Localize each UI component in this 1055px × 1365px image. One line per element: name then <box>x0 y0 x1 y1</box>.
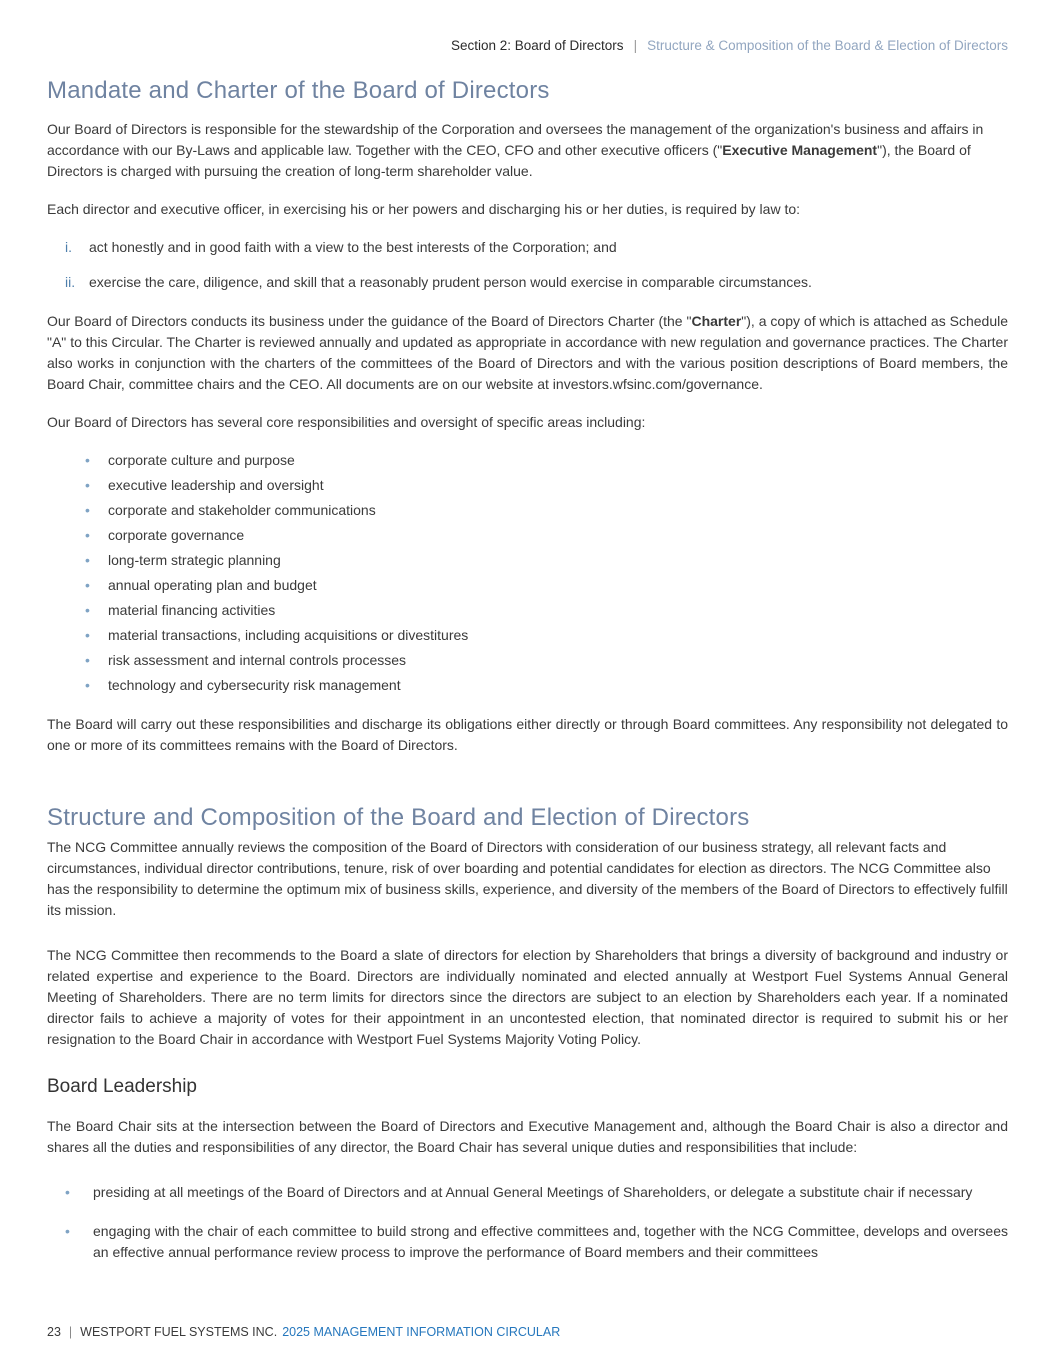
page-number: 23 <box>47 1325 61 1339</box>
board-chair-duties-list <box>65 1182 1008 1263</box>
list-item-text: annual operating plan and budget <box>108 577 317 593</box>
header-section-label: Section 2: Board of Directors <box>450 38 624 53</box>
list-item <box>85 500 1008 521</box>
bullet-icon: • <box>85 527 90 543</box>
bullet-icon: • <box>85 652 90 668</box>
list-item <box>85 625 1008 646</box>
bullet-icon: • <box>85 502 90 518</box>
list-numeral: i. <box>65 239 72 255</box>
list-item-text: technology and cybersecurity risk management <box>108 677 401 693</box>
mandate-paragraph-1 <box>47 119 1008 182</box>
list-item-text: act honestly and in good faith with a view to the best interests of the Corporation; and <box>89 239 617 255</box>
list-item <box>65 1221 1008 1263</box>
mandate-paragraph-3 <box>47 311 1008 395</box>
bullet-icon: • <box>85 577 90 593</box>
bullet-icon: • <box>85 552 90 568</box>
structure-section-title: Structure and Composition of the Board and Election of Directors <box>47 804 750 831</box>
list-item-text: material financing activities <box>108 602 276 618</box>
mandate-paragraph-2: Each director and executive officer, in exercising his or her powers and discharging his or her duties, is required by law to: <box>47 201 801 217</box>
footer-company-name: WESTPORT FUEL SYSTEMS INC. <box>80 1325 278 1339</box>
defined-term-charter: Charter <box>691 313 742 329</box>
paragraph-text: Our Board of Directors is responsible for the stewardship of the Corporation and oversees the management of the organization's business and affairs in accordance with our By-Laws and applicable law. Together with the CEO, CFO and other executive officers (" <box>47 121 984 158</box>
list-item <box>85 650 1008 671</box>
bullet-icon: • <box>65 1223 70 1239</box>
list-item <box>85 600 1008 621</box>
bullet-icon: • <box>85 677 90 693</box>
list-item <box>85 575 1008 596</box>
leadership-paragraph-1: The Board Chair sits at the intersection between the Board of Directors and Executive Management and, although the Board Chair is also a director and shares all the duties and responsibilities of any director, the Board Chair has several unique duties and responsibilities that include: <box>47 1118 1008 1155</box>
list-item-text: corporate governance <box>108 527 245 543</box>
header-separator: | <box>633 38 638 53</box>
list-item-text: material transactions, including acquisitions or divestitures <box>108 627 469 643</box>
director-duties-list <box>65 237 1008 293</box>
paragraph-text: Our Board of Directors conducts its business under the guidance of the Board of Directors Charter (the " <box>47 313 692 329</box>
mandate-paragraph-5: The Board will carry out these responsibilities and discharge its obligations either directly or through Board committees. Any responsibility not delegated to one or more of its committees remains with the Board of Directors. <box>47 716 1008 753</box>
list-item <box>85 675 1008 696</box>
defined-term-executive-management: Executive Management <box>722 142 878 158</box>
board-leadership-title: Board Leadership <box>47 1076 197 1097</box>
list-item-text: presiding at all meetings of the Board of Directors and at Annual General Meetings of Shareholders, or delegate a substitute chair if necessary <box>93 1184 973 1200</box>
list-item-text: exercise the care, diligence, and skill that a reasonably prudent person would exercise in comparable circumstances. <box>89 274 812 290</box>
mandate-section-title: Mandate and Charter of the Board of Directors <box>47 77 550 104</box>
bullet-icon: • <box>65 1184 70 1200</box>
list-numeral: ii. <box>65 274 76 290</box>
list-item-text: corporate culture and purpose <box>108 452 295 468</box>
paragraph-text: "), a copy of which is attached as Schedule "A" to this Circular. The Charter is reviewed annually and updated as appropriate in accordance with new regulation and governance practices. The Charter also works in conjunction with the charters of the committees of the Board of Directors and with the various position descriptions of Board members, the Board Chair, committee chairs and the CEO. All documents are on our website at investors.wfsinc.com/governance. <box>47 313 1009 392</box>
list-item-text: corporate and stakeholder communications <box>108 502 376 518</box>
list-item <box>85 550 1008 571</box>
bullet-icon: • <box>85 602 90 618</box>
list-item <box>85 475 1008 496</box>
list-item <box>65 237 1008 258</box>
footer-circular-title: 2025 MANAGEMENT INFORMATION CIRCULAR <box>282 1325 561 1339</box>
bullet-icon: • <box>85 452 90 468</box>
bullet-icon: • <box>85 627 90 643</box>
list-item <box>85 525 1008 546</box>
mandate-paragraph-4: Our Board of Directors has several core responsibilities and oversight of specific areas including: <box>47 414 646 430</box>
paragraph-text: "), the Board of Directors is charged with pursuing the creation of long-term shareholder value. <box>47 142 971 179</box>
bullet-icon: • <box>85 477 90 493</box>
list-item <box>65 1182 1008 1203</box>
list-item-text: long-term strategic planning <box>108 552 281 568</box>
list-item <box>85 450 1008 471</box>
page-footer <box>47 1325 1008 1339</box>
structure-paragraph-2: The NCG Committee then recommends to the Board a slate of directors for election by Shareholders that brings a diversity of background and industry or related expertise and experience to the Board. Directors are individually nominated and elected annually at Westport Fuel Systems Annual General Meeting of Shareholders. There are no term limits for directors since the directors are subject to an election by Shareholders each year. If a nominated director fails to achieve a majority of votes for their appointment in an uncontested election, that nominated director is required to submit his or her resignation to the Board Chair in accordance with Westport Fuel Systems Majority Voting Policy. <box>47 947 1008 1047</box>
list-item-text: engaging with the chair of each committee to build strong and effective committees and, together with the NCG Committee, develops and oversees an effective annual performance review process to improve the performance of Board members and their committees <box>93 1223 1008 1260</box>
core-responsibilities-list <box>85 450 1008 696</box>
list-item-text: risk assessment and internal controls processes <box>108 652 407 668</box>
footer-separator: | <box>68 1325 73 1339</box>
structure-paragraph-1: The NCG Committee annually reviews the composition of the Board of Directors with consideration of our business strategy, all relevant facts and circumstances, individual director contributions, tenure, risk of over boarding and potential candidates for election as directors. The NCG Committee also has the responsibility to determine the optimum mix of business skills, experience, and diversity of the members of the Board of Directors to effectively fulfill its mission. <box>47 839 1008 918</box>
list-item <box>65 272 1008 293</box>
page-header <box>47 38 1008 53</box>
header-subsection-label: Structure & Composition of the Board & Election of Directors <box>647 38 1008 53</box>
list-item-text: executive leadership and oversight <box>108 477 324 493</box>
